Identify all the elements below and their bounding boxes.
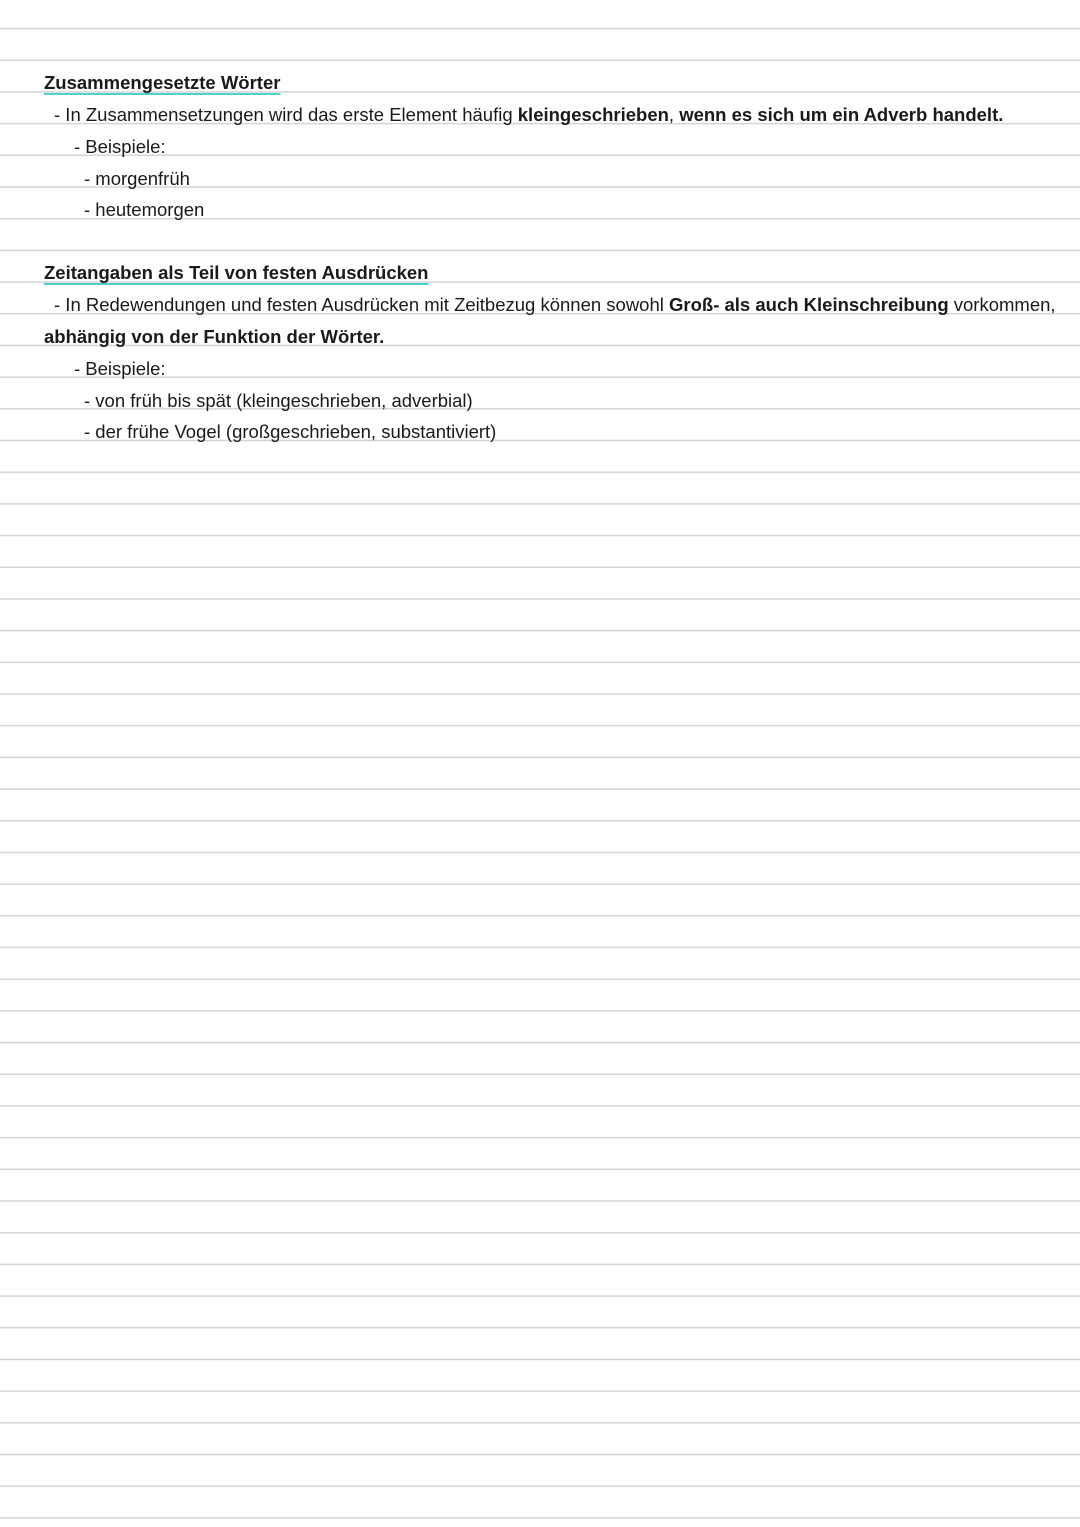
example-item: - heutemorgen bbox=[84, 199, 205, 220]
example-item: - von früh bis spät (kleingeschrieben, adverbial) bbox=[84, 390, 473, 411]
rule-bold-text: kleingeschrieben bbox=[517, 104, 669, 125]
section-heading-compound-words: Zusammengesetzte Wörter bbox=[44, 72, 281, 93]
rule-text: - In Redewendungen und festen Ausdrücken mit Zeitbezug können sowohl bbox=[54, 294, 670, 315]
rule-bold-text: Groß- als auch Kleinschreibung bbox=[669, 294, 949, 315]
example-item: - der frühe Vogel (großgeschrieben, substantiviert) bbox=[84, 421, 497, 442]
examples-label: - Beispiele: bbox=[74, 136, 166, 157]
example-item: - morgenfrüh bbox=[84, 168, 190, 189]
rule-text-idioms-continued bbox=[44, 326, 384, 348]
rule-text-idioms bbox=[54, 294, 1056, 316]
rule-bold-text: abhängig von der Funktion der Wörter. bbox=[44, 326, 385, 347]
rule-text: vorkommen, bbox=[948, 294, 1056, 315]
section-heading-time-expressions: Zeitangaben als Teil von festen Ausdrücken bbox=[44, 262, 429, 283]
rule-text: - In Zusammensetzungen wird das erste Element häufig bbox=[54, 104, 518, 125]
rule-bold-text: wenn es sich um ein Adverb handelt. bbox=[679, 104, 1004, 125]
rule-text-compound bbox=[54, 104, 1003, 126]
examples-label: - Beispiele: bbox=[74, 358, 166, 379]
rule-text: , bbox=[668, 104, 680, 125]
